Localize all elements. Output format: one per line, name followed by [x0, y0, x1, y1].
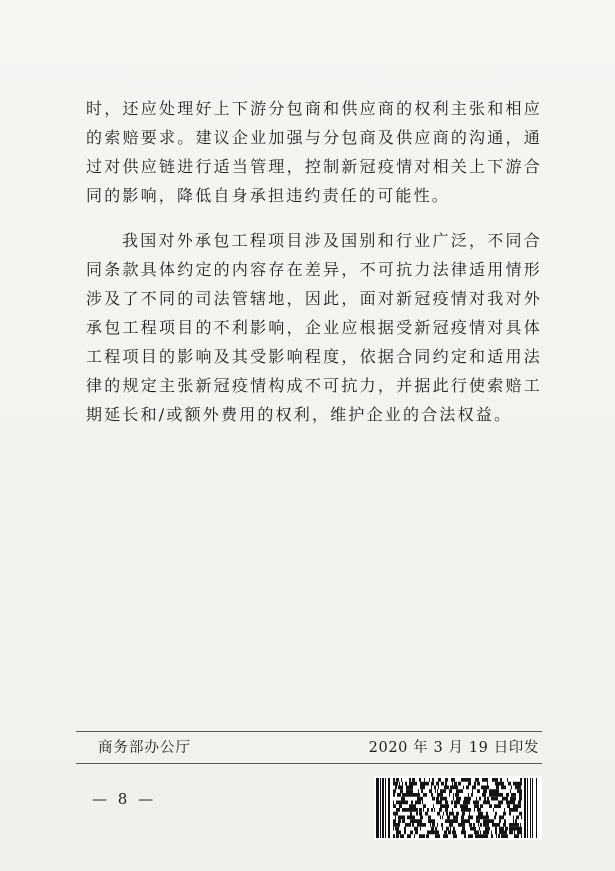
- footer-top-rule: [76, 731, 542, 732]
- barcode-graphic: [374, 776, 542, 840]
- barcode-image: [374, 776, 542, 840]
- issue-date: 2020 年 3 月 19 日印发: [368, 740, 539, 756]
- paragraph-force-majeure: 我国对外承包工程项目涉及国别和行业广泛，不同合同条款具体约定的内容存在差异，不可抗力法律适用情形涉及了不同的司法管辖地，因此，面对新冠疫情对我对外承包工程项目的不利影响，企业应根据受新冠疫情对具体工程项目的影响及其受影响程度，依据合同约定和适用法律的规定主张新冠疫情构成不可抗力，并据此行使索赔工期延长和/或额外费用的权利，维护企业的合法权益。: [86, 231, 542, 424]
- page-number: — 8 —: [92, 790, 157, 808]
- issuer-label: 商务部办公厅: [98, 740, 191, 756]
- paragraph-continuation: 时，还应处理好上下游分包商和供应商的权利主张和相应的索赔要求。建议企业加强与分包商及供应商的沟通，通过对供应链进行适当管理，控制新冠疫情对相关上下游合同的影响，降低自身承担违约责任的可能性。: [86, 99, 542, 205]
- footer-bottom-rule: [76, 763, 542, 764]
